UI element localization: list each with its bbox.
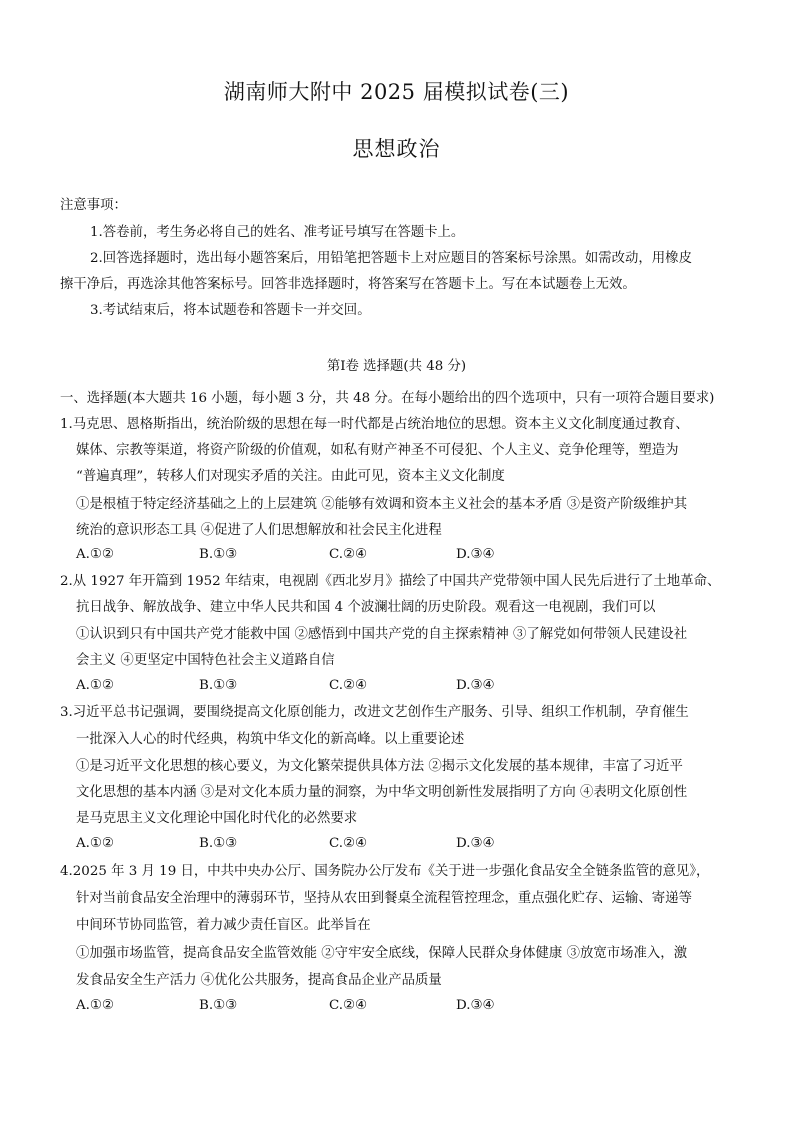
notice-heading: 注意事项： [60,198,127,213]
question-3-option-c[interactable]: C.②④ [329,836,368,851]
question-2-option-b[interactable]: B.①③ [199,678,238,693]
question-2-line-1: 2.从 1927 年开篇到 1952 年结束，电视剧《西北岁月》描绘了中国共产党带领中国人民先后进行了土地革命、 [60,574,721,589]
question-2-option-c[interactable]: C.②④ [329,678,368,693]
question-4-line-3: 中间环节协同监管，着力减少责任盲区。此举旨在 [76,918,371,933]
question-2-line-2: 抗日战争、解放战争、建立中华人民共和国 4 个波澜壮阔的历史阶段。观看这一电视剧，我们可以 [76,600,656,615]
question-1-option-a[interactable]: A.①② [76,547,114,562]
notice-item-1: 1.答卷前，考生务必将自己的姓名、准考证号填写在答题卡上。 [90,225,465,240]
question-4-option-b[interactable]: B.①③ [199,998,238,1013]
question-3-option-b[interactable]: B.①③ [199,836,238,851]
question-2-statement-1: ①认识到只有中国共产党才能救中国 ②感悟到中国共产党的自主探索精神 ③了解党如何带领人民建设社 [76,627,688,642]
question-2-statement-2: 会主义 ④更坚定中国特色社会主义道路自信 [76,653,335,668]
question-3-options [76,836,676,854]
question-3-option-d[interactable]: D.③④ [456,836,495,851]
question-3-statement-1: ①是习近平文化思想的核心要义，为文化繁荣提供具体方法 ②揭示文化发展的基本规律，丰富了习近平 [76,759,683,774]
question-1-line-2: 媒体、宗教等渠道，将资产阶级的价值观，如私有财产神圣不可侵犯、个人主义、竞争伦理等，塑造为 [76,443,679,458]
question-1-line-1: 1.马克思、恩格斯指出，统治阶级的思想在每一时代都是占统治地位的思想。资本主义文化制度通过教育、 [60,417,689,432]
part-one-instructions: 一、选择题(本大题共 16 小题，每小题 3 分，共 48 分。在每小题给出的四个选项中，只有一项符合题目要求) [60,391,715,406]
question-4-line-2: 针对当前食品安全治理中的薄弱环节，坚持从农田到餐桌全流程管控理念，重点强化贮存、运输、寄递等 [76,891,692,906]
exam-title: 湖南师大附中 2025 届模拟试卷(三) [223,80,570,104]
question-4-option-a[interactable]: A.①② [76,998,114,1013]
notice-item-2-line-2: 擦干净后，再选涂其他答案标号。回答非选择题时，将答案写在答题卡上。写在本试题卷上无效。 [60,277,636,292]
exam-subject: 思想政治 [352,137,441,161]
question-2-option-d[interactable]: D.③④ [456,678,495,693]
question-1-option-d[interactable]: D.③④ [456,547,495,562]
notice-item-2-line-1: 2.回答选择题时，选出每小题答案后，用铅笔把答题卡上对应题目的答案标号涂黑。如需改动，用橡皮 [90,251,692,266]
notice-item-3: 3.考试结束后，将本试题卷和答题卡一并交回。 [90,303,371,318]
question-4-option-d[interactable]: D.③④ [456,998,495,1013]
question-4-option-c[interactable]: C.②④ [329,998,368,1013]
question-4-statement-2: 发食品安全生产活力 ④优化公共服务，提高食品企业产品质量 [76,973,442,988]
section-title: 第Ⅰ卷 选择题(共 48 分) [326,359,467,374]
question-3-statement-3: 是马克思主义文化理论中国化时代化的必然要求 [76,811,358,826]
question-1-option-b[interactable]: B.①③ [199,547,238,562]
question-3-option-a[interactable]: A.①② [76,836,114,851]
question-2-option-a[interactable]: A.①② [76,678,114,693]
question-1-option-c[interactable]: C.②④ [329,547,368,562]
question-2-options [76,678,676,696]
question-3-line-2: 一批深入人心的时代经典，构筑中华文化的新高峰。以上重要论述 [76,732,465,747]
question-4-line-1: 4.2025 年 3 月 19 日，中共中央办公厅、国务院办公厅发布《关于进一步强化食品安全全链条监管的意见》， [60,864,710,879]
question-3-statement-2: 文化思想的基本内涵 ③是对文化本质力量的洞察，为中华文明创新性发展指明了方向 ④表明文化原创性 [76,785,688,800]
question-1-statement-2: 统治的意识形态工具 ④促进了人们思想解放和社会民主化进程 [76,523,442,538]
question-4-statement-1: ①加强市场监管，提高食品安全监管效能 ②守牢安全底线，保障人民群众身体健康 ③放宽市场准入，激 [76,946,688,961]
question-1-line-3: “普遍真理”，转移人们对现实矛盾的关注。由此可见，资本主义文化制度 [76,469,505,484]
question-4-options [76,998,676,1016]
question-1-statement-1: ①是根植于特定经济基础之上的上层建筑 ②能够有效调和资本主义社会的基本矛盾 ③是资产阶级维护其 [76,497,688,512]
question-3-line-1: 3.习近平总书记强调，要围绕提高文化原创能力，改进文艺创作生产服务、引导、组织工作机制，孕育催生 [60,705,689,720]
question-1-options [76,547,676,565]
